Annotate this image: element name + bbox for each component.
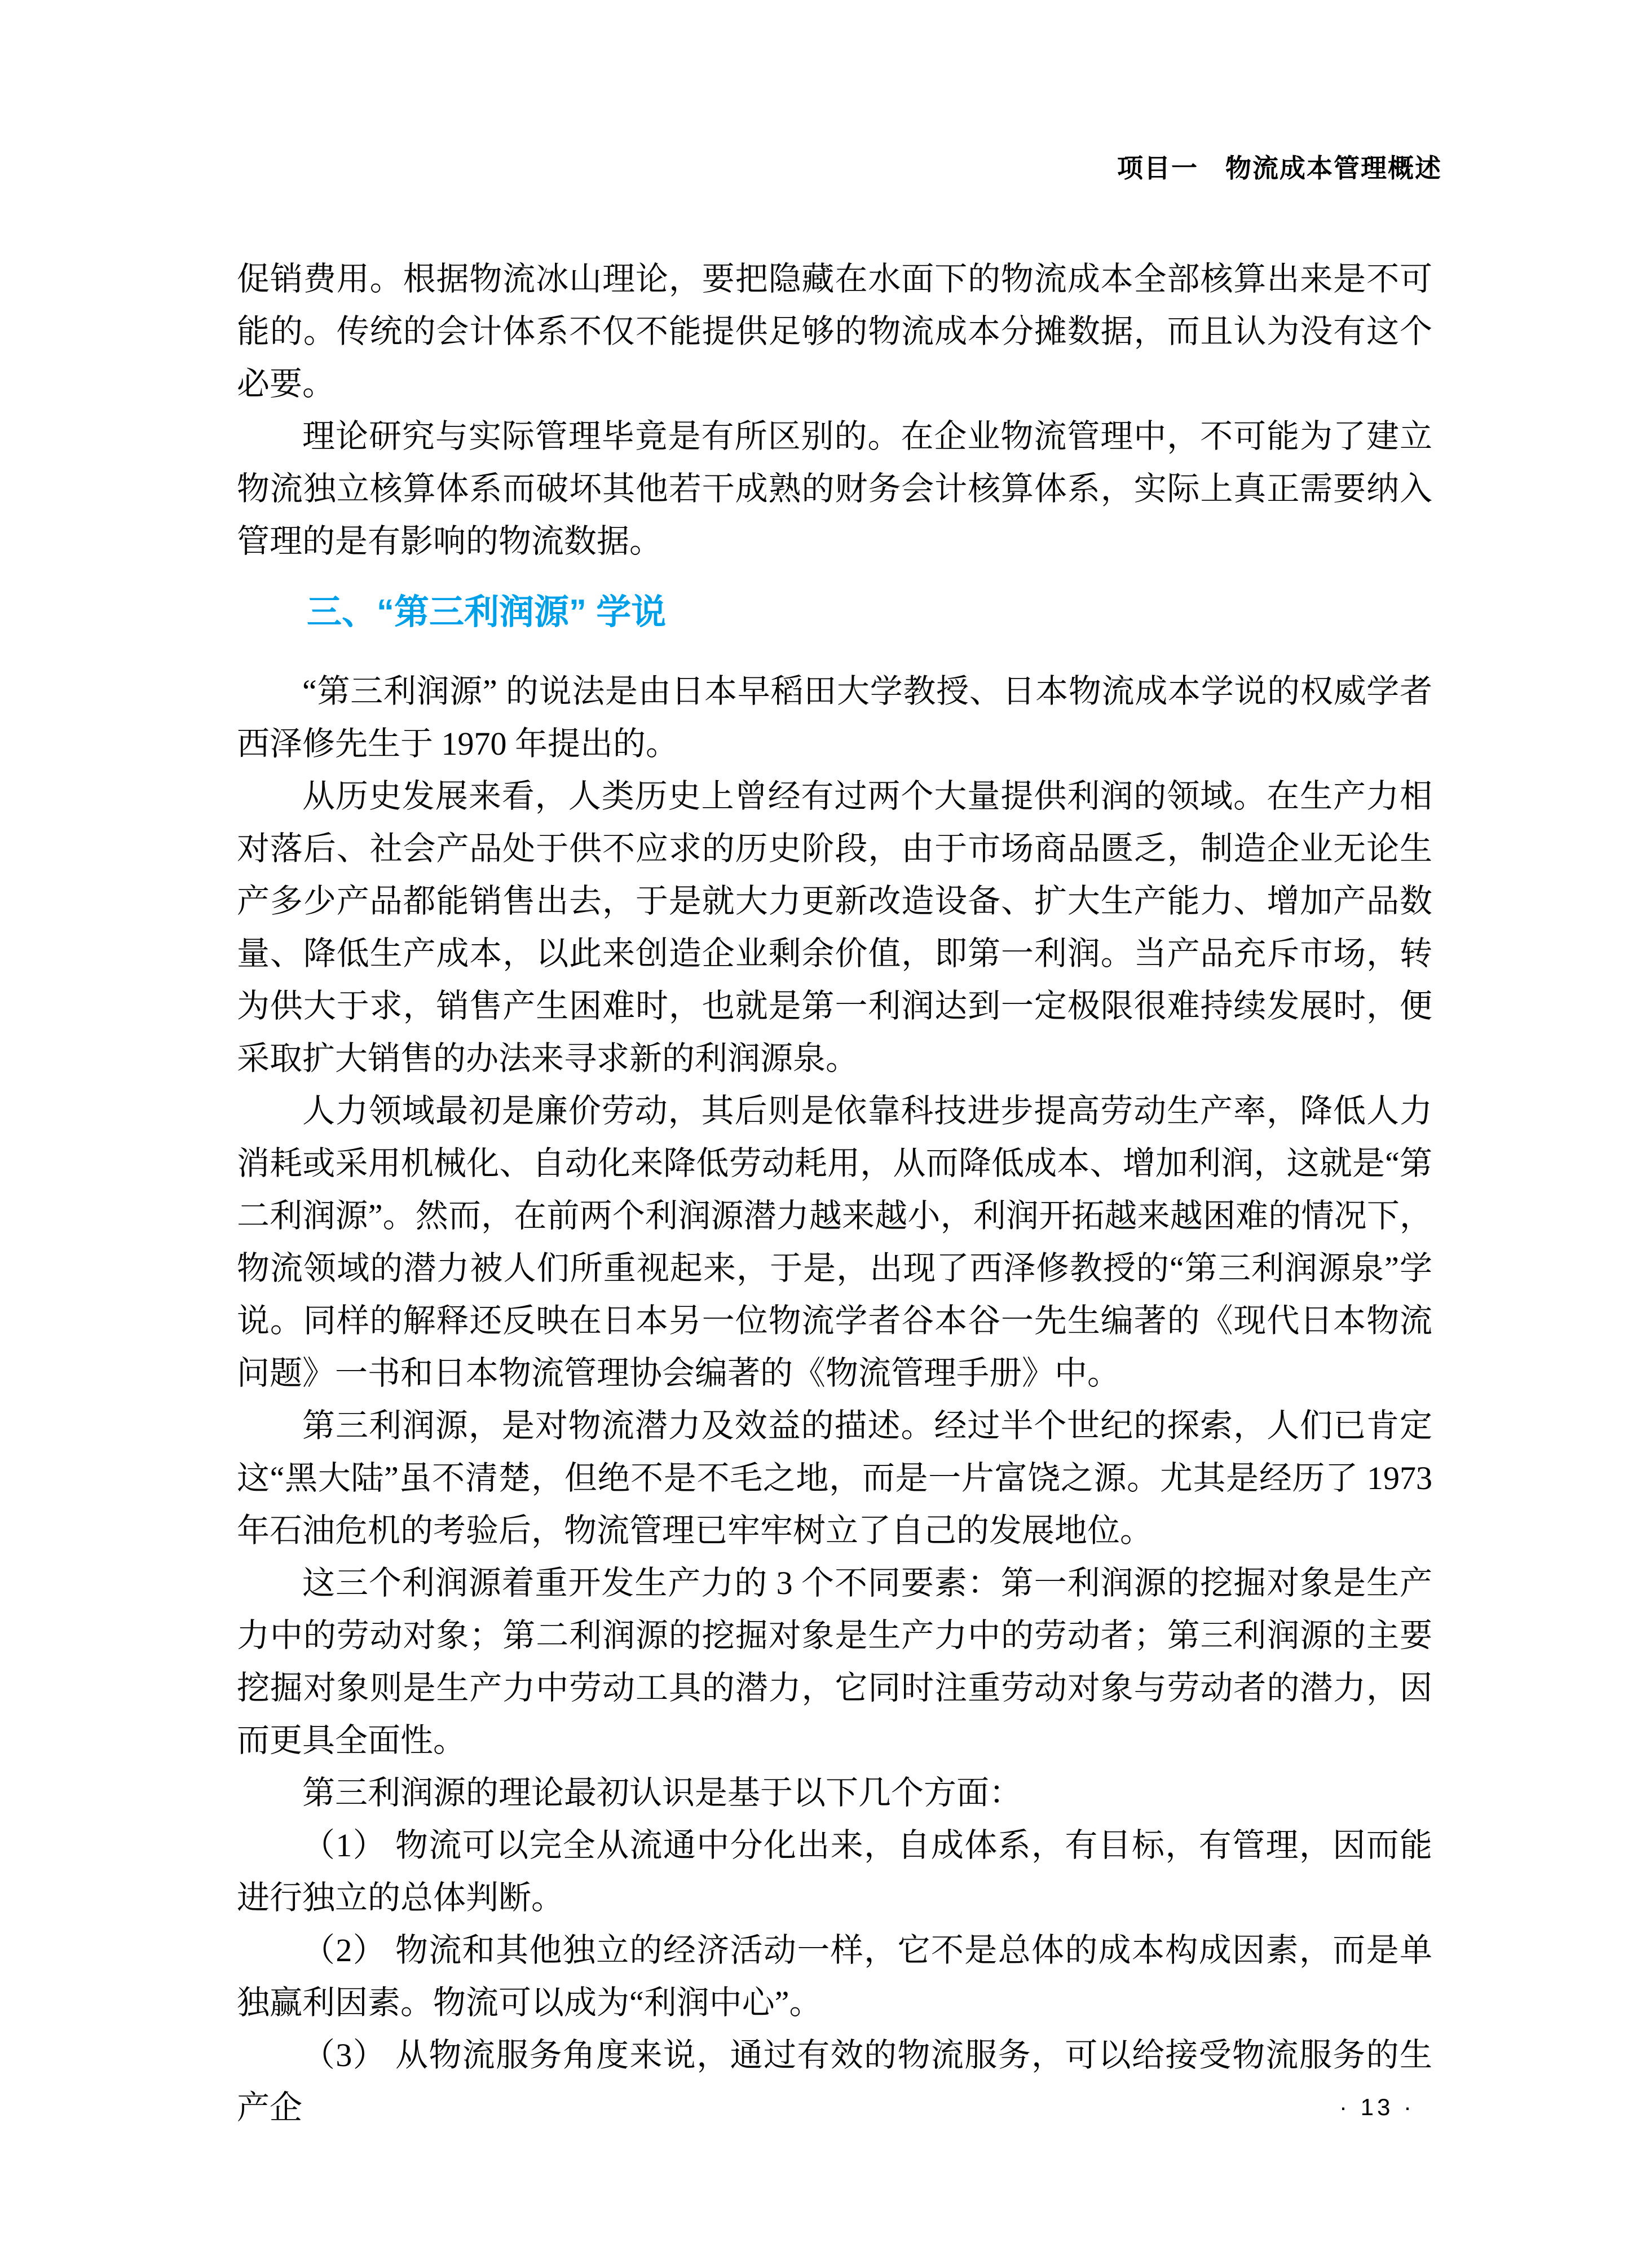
paragraph: （3） 从物流服务角度来说，通过有效的物流服务，可以给接受物流服务的生产企 [237, 2037, 1432, 2126]
body-text-column [237, 253, 1432, 2134]
paragraph: 促销费用。根据物流冰山理论，要把隐藏在水面下的物流成本全部核算出来是不可能的。传统的会计体系不仅不能提供足够的物流成本分摊数据，而且认为没有这个必要。 [237, 261, 1432, 402]
paragraph: 理论研究与实际管理毕竟是有所区别的。在企业物流管理中，不可能为了建立物流独立核算体系而破坏其他若干成熟的财务会计核算体系，实际上真正需要纳入管理的是有影响的物流数据。 [237, 418, 1432, 560]
paragraph: 这三个利润源着重开发生产力的 3 个不同要素：第一利润源的挖掘对象是生产力中的劳动对象；第二利润源的挖掘对象是生产力中的劳动者；第三利润源的主要挖掘对象则是生产力中劳动工具的潜力，它同时注重劳动对象与劳动者的潜力，因而更具全面性。 [237, 1565, 1432, 1759]
paragraph: 第三利润源，是对物流潜力及效益的描述。经过半个世纪的探索，人们已肯定这“黑大陆”虽不清楚，但绝不是不毛之地，而是一片富饶之源。尤其是经历了 1973 年石油危机的考验后，物流管理已牢牢树立了自己的发展地位。 [237, 1407, 1432, 1549]
paragraph: 第三利润源的理论最初认识是基于以下几个方面： [302, 1774, 1022, 1811]
paragraph: 从历史发展来看，人类历史上曾经有过两个大量提供利润的领域。在生产力相对落后、社会产品处于供不应求的历史阶段，由于市场商品匮乏，制造企业无论生产多少产品都能销售出去，于是就大力更新改造设备、扩大生产能力、增加产品数量、降低生产成本，以此来创造企业剩余价值，即第一利润。当产品充斥市场，转为供大于求，销售产生困难时，也就是第一利润达到一定极限很难持续发展时，便采取扩大销售的办法来寻求新的利润源泉。 [237, 778, 1432, 1077]
section-heading: 三、“第三利润源” 学说 [307, 593, 667, 632]
paragraph: “第三利润源” 的说法是由日本早稻田大学教授、日本物流成本学说的权威学者西泽修先生于 1970 年提出的。 [237, 673, 1432, 762]
running-header: 项目一 物流成本管理概述 [1117, 153, 1442, 183]
page-number: · 13 · [1339, 2094, 1415, 2120]
paragraph: （1） 物流可以完全从流通中分化出来，自成体系，有目标，有管理，因而能进行独立的总体判断。 [237, 1827, 1432, 1916]
paragraph: 人力领域最初是廉价劳动，其后则是依靠科技进步提高劳动生产率，降低人力消耗或采用机械化、自动化来降低劳动耗用，从而降低成本、增加利润，这就是“第二利润源”。然而，在前两个利润源潜力越来越小，利润开拓越来越困难的情况下，物流领域的潜力被人们所重视起来，于是，出现了西泽修教授的“第三利润源泉”学说。同样的解释还反映在日本另一位物流学者谷本谷一先生编著的《现代日本物流问题》一书和日本物流管理协会编著的《物流管理手册》中。 [237, 1093, 1432, 1391]
paragraph: （2） 物流和其他独立的经济活动一样，它不是总体的成本构成因素，而是单独赢利因素。物流可以成为“利润中心”。 [237, 1932, 1432, 2021]
